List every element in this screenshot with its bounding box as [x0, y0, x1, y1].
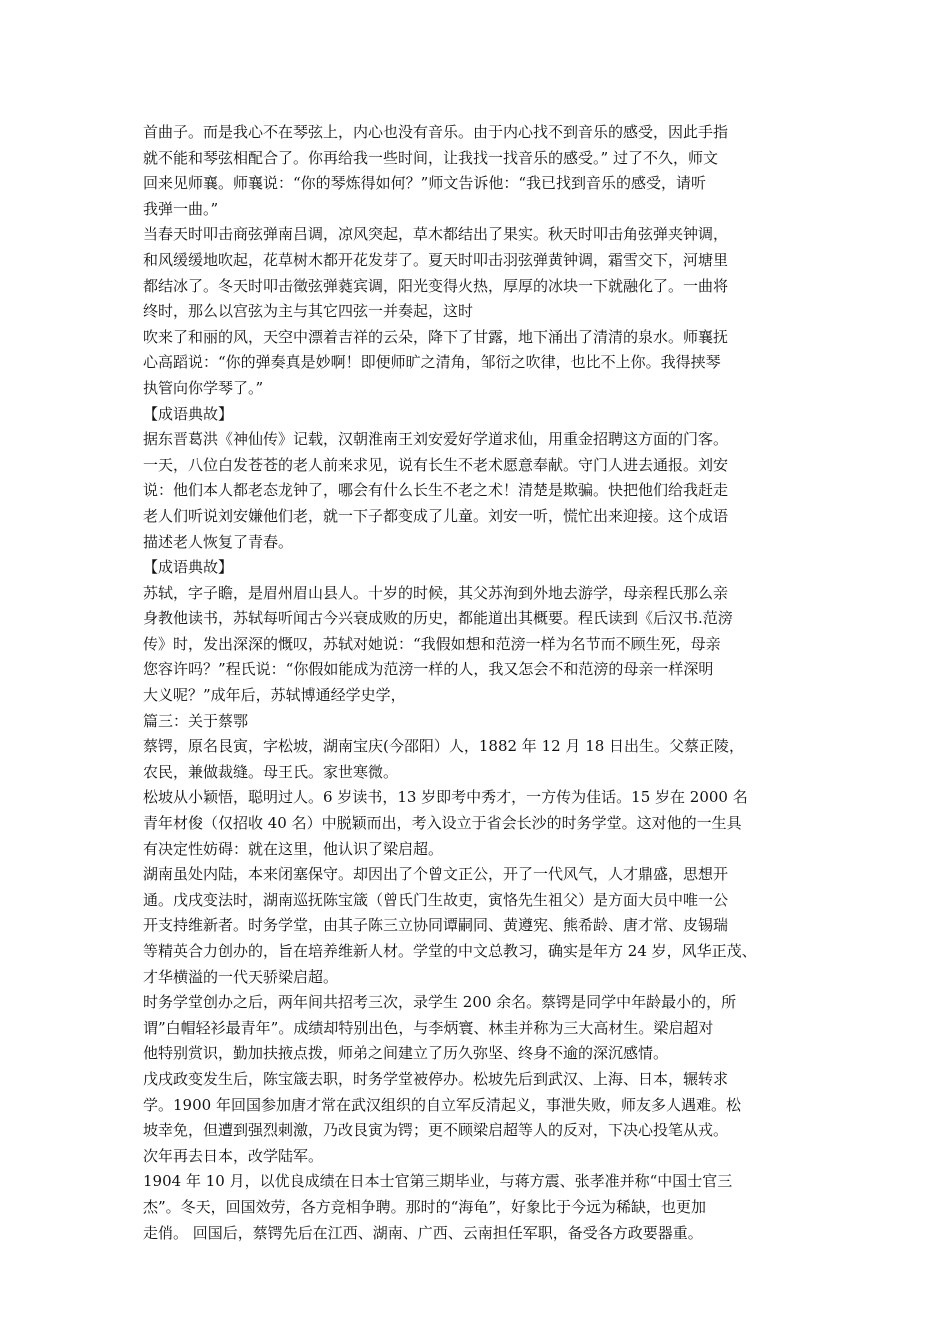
- text-line: 湖南虽处内陆，本来闭塞保守。却因出了个曾文正公，开了一代风气，人才鼎盛，思想开: [143, 865, 729, 884]
- text-line: 据东晋葛洪《神仙传》记载，汉朝淮南王刘安爱好学道求仙，用重金招聘这方面的门客。: [143, 430, 729, 449]
- text-line: 和风缓缓地吹起，花草树木都开花发芽了。夏天时叩击羽弦弹黄钟调，霜雪交下，河塘里: [143, 250, 729, 269]
- section-heading: 【成语典故】: [143, 558, 234, 577]
- text-line: 都结冰了。冬天时叩击徵弦弹蕤宾调，阳光变得火热，厚厚的冰块一下就融化了。一曲将: [143, 276, 729, 295]
- text-line: 等精英合力创办的，旨在培养维新人材。学堂的中文总教习，确实是年方 24 岁，风华正茂、: [143, 942, 757, 960]
- text-line: 走俏。 回国后，蔡锷先后在江西、湖南、广西、云南担任军职，备受各方政要器重。: [143, 1223, 703, 1242]
- text-line: 回来见师襄。师襄说：“你的琴炼得如何？”师文告诉他：“我已找到音乐的感受，请听: [143, 174, 707, 193]
- text-line: 老人们听说刘安嫌他们老，就一下子都变成了儿童。刘安一听，慌忙出来迎接。这个成语: [143, 506, 729, 525]
- text-line: 谓”白帽轻衫最青年”。成绩却特别出色，与李炳寰、林圭并称为三大高材生。梁启超对: [143, 1018, 714, 1037]
- text-line: 次年再去日本，改学陆军。: [143, 1146, 324, 1165]
- text-line: 吹来了和丽的风，天空中漂着吉祥的云朵，降下了甘露，地下涌出了清清的泉水。师襄抚: [143, 327, 729, 346]
- text-line: 他特别赏识，勤加扶掖点拨，师弟之间建立了历久弥坚、终身不逾的深沉感情。: [143, 1044, 669, 1063]
- text-line: 杰”。冬天，回国效劳，各方竞相争聘。那时的“海龟”，好象比于今远为稀缺，也更加: [143, 1197, 707, 1216]
- text-line: 有决定性妨碍：就在这里，他认识了梁启超。: [143, 839, 444, 858]
- text-line: 当春天时叩击商弦弹南吕调，凉风突起，草木都结出了果实。秋天时叩击角弦弹夹钟调，: [143, 225, 729, 244]
- text-line: 传》时，发出深深的慨叹，苏轼对她说：“我假如想和范滂一样为名节而不顾生死，母亲: [143, 634, 721, 653]
- section-heading: 【成语典故】: [143, 404, 234, 423]
- text-line: 蔡锷，原名艮寅，字松坡，湖南宝庆(今邵阳）人，1882 年 12 月 18 日出生。父蔡正陵，: [143, 737, 745, 756]
- text-line: 坡幸免，但遭到强烈刺激，乃改艮寅为锷；更不顾梁启超等人的反对，下决心投笔从戎。: [143, 1121, 729, 1140]
- text-line: 一天，八位白发苍苍的老人前来求见，说有长生不老术愿意奉献。守门人进去通报。刘安: [143, 455, 729, 474]
- text-line: 学。1900 年回国参加唐才常在武汉组织的自立军反清起义，事泄失败，师友多人遇难。松: [143, 1095, 741, 1114]
- text-line: 描述老人恢复了青春。: [143, 532, 294, 551]
- text-line: 大义呢？”成年后，苏轼博通经学史学，: [143, 686, 406, 705]
- text-line: 青年材俊（仅招收 40 名）中脱颖而出，考入设立于省会长沙的时务学堂。这对他的一生具: [143, 814, 742, 833]
- document-body: [143, 120, 823, 1246]
- text-line: 心高蹈说：“你的弹奏真是妙啊！即便师旷之清角，邹衍之吹律，也比不上你。我得挟琴: [143, 353, 721, 372]
- text-line: 您容许吗？”程氏说：“你假如能成为范滂一样的人，我又怎会不和范滂的母亲一样深明: [143, 660, 714, 679]
- text-line: 就不能和琴弦相配合了。你再给我一些时间，让我找一找音乐的感受。” 过了不久，师文: [143, 148, 718, 167]
- text-line: 说：他们本人都老态龙钟了，哪会有什么长生不老之术！清楚是欺骗。快把他们给我赶走: [143, 481, 729, 500]
- text-line: 时务学堂创办之后，两年间共招考三次，录学生 200 余名。蔡锷是同学中年龄最小的，所: [143, 993, 737, 1012]
- section-title: 篇三：关于蔡鄂: [143, 711, 249, 730]
- text-line: 戊戌政变发生后，陈宝箴去职，时务学堂被停办。松坡先后到武汉、上海、日本，辗转求: [143, 1069, 729, 1088]
- text-line: 松坡从小颖悟，聪明过人。6 岁读书，13 岁即考中秀才，一方传为佳话。15 岁在 2000 名: [143, 788, 748, 807]
- text-line: 身教他读书，苏轼每听闻古今兴衰成败的历史，都能道出其概要。程氏读到《后汉书.范滂: [143, 609, 733, 628]
- text-line: 我弹一曲。”: [143, 199, 219, 218]
- text-line: 首曲子。而是我心不在琴弦上，内心也没有音乐。由于内心找不到音乐的感受，因此手指: [143, 123, 729, 141]
- text-line: 终时，那么以宫弦为主与其它四弦一并奏起，这时: [143, 302, 474, 321]
- text-line: 通。戊戌变法时，湖南巡抚陈宝箴（曾氏门生故吏，寅恪先生祖父）是方面大员中唯一公: [143, 890, 729, 909]
- text-line: 农民，兼做裁缝。母王氏。家世寒微。: [143, 762, 399, 781]
- text-line: 开支持维新者。时务学堂，由其子陈三立协同谭嗣同、黄遵宪、熊希龄、唐才常、皮锡瑞: [143, 916, 729, 935]
- text-line: 1904 年 10 月，以优良成绩在日本士官第三期毕业，与蒋方震、张孝准并称“中国士官三: [143, 1172, 733, 1191]
- text-line: 执管向你学琴了。”: [143, 378, 264, 397]
- text-line: 才华横溢的一代天骄梁启超。: [143, 967, 339, 986]
- text-line: 苏轼，字子瞻，是眉州眉山县人。十岁的时候，其父苏洵到外地去游学，母亲程氏那么亲: [143, 583, 729, 602]
